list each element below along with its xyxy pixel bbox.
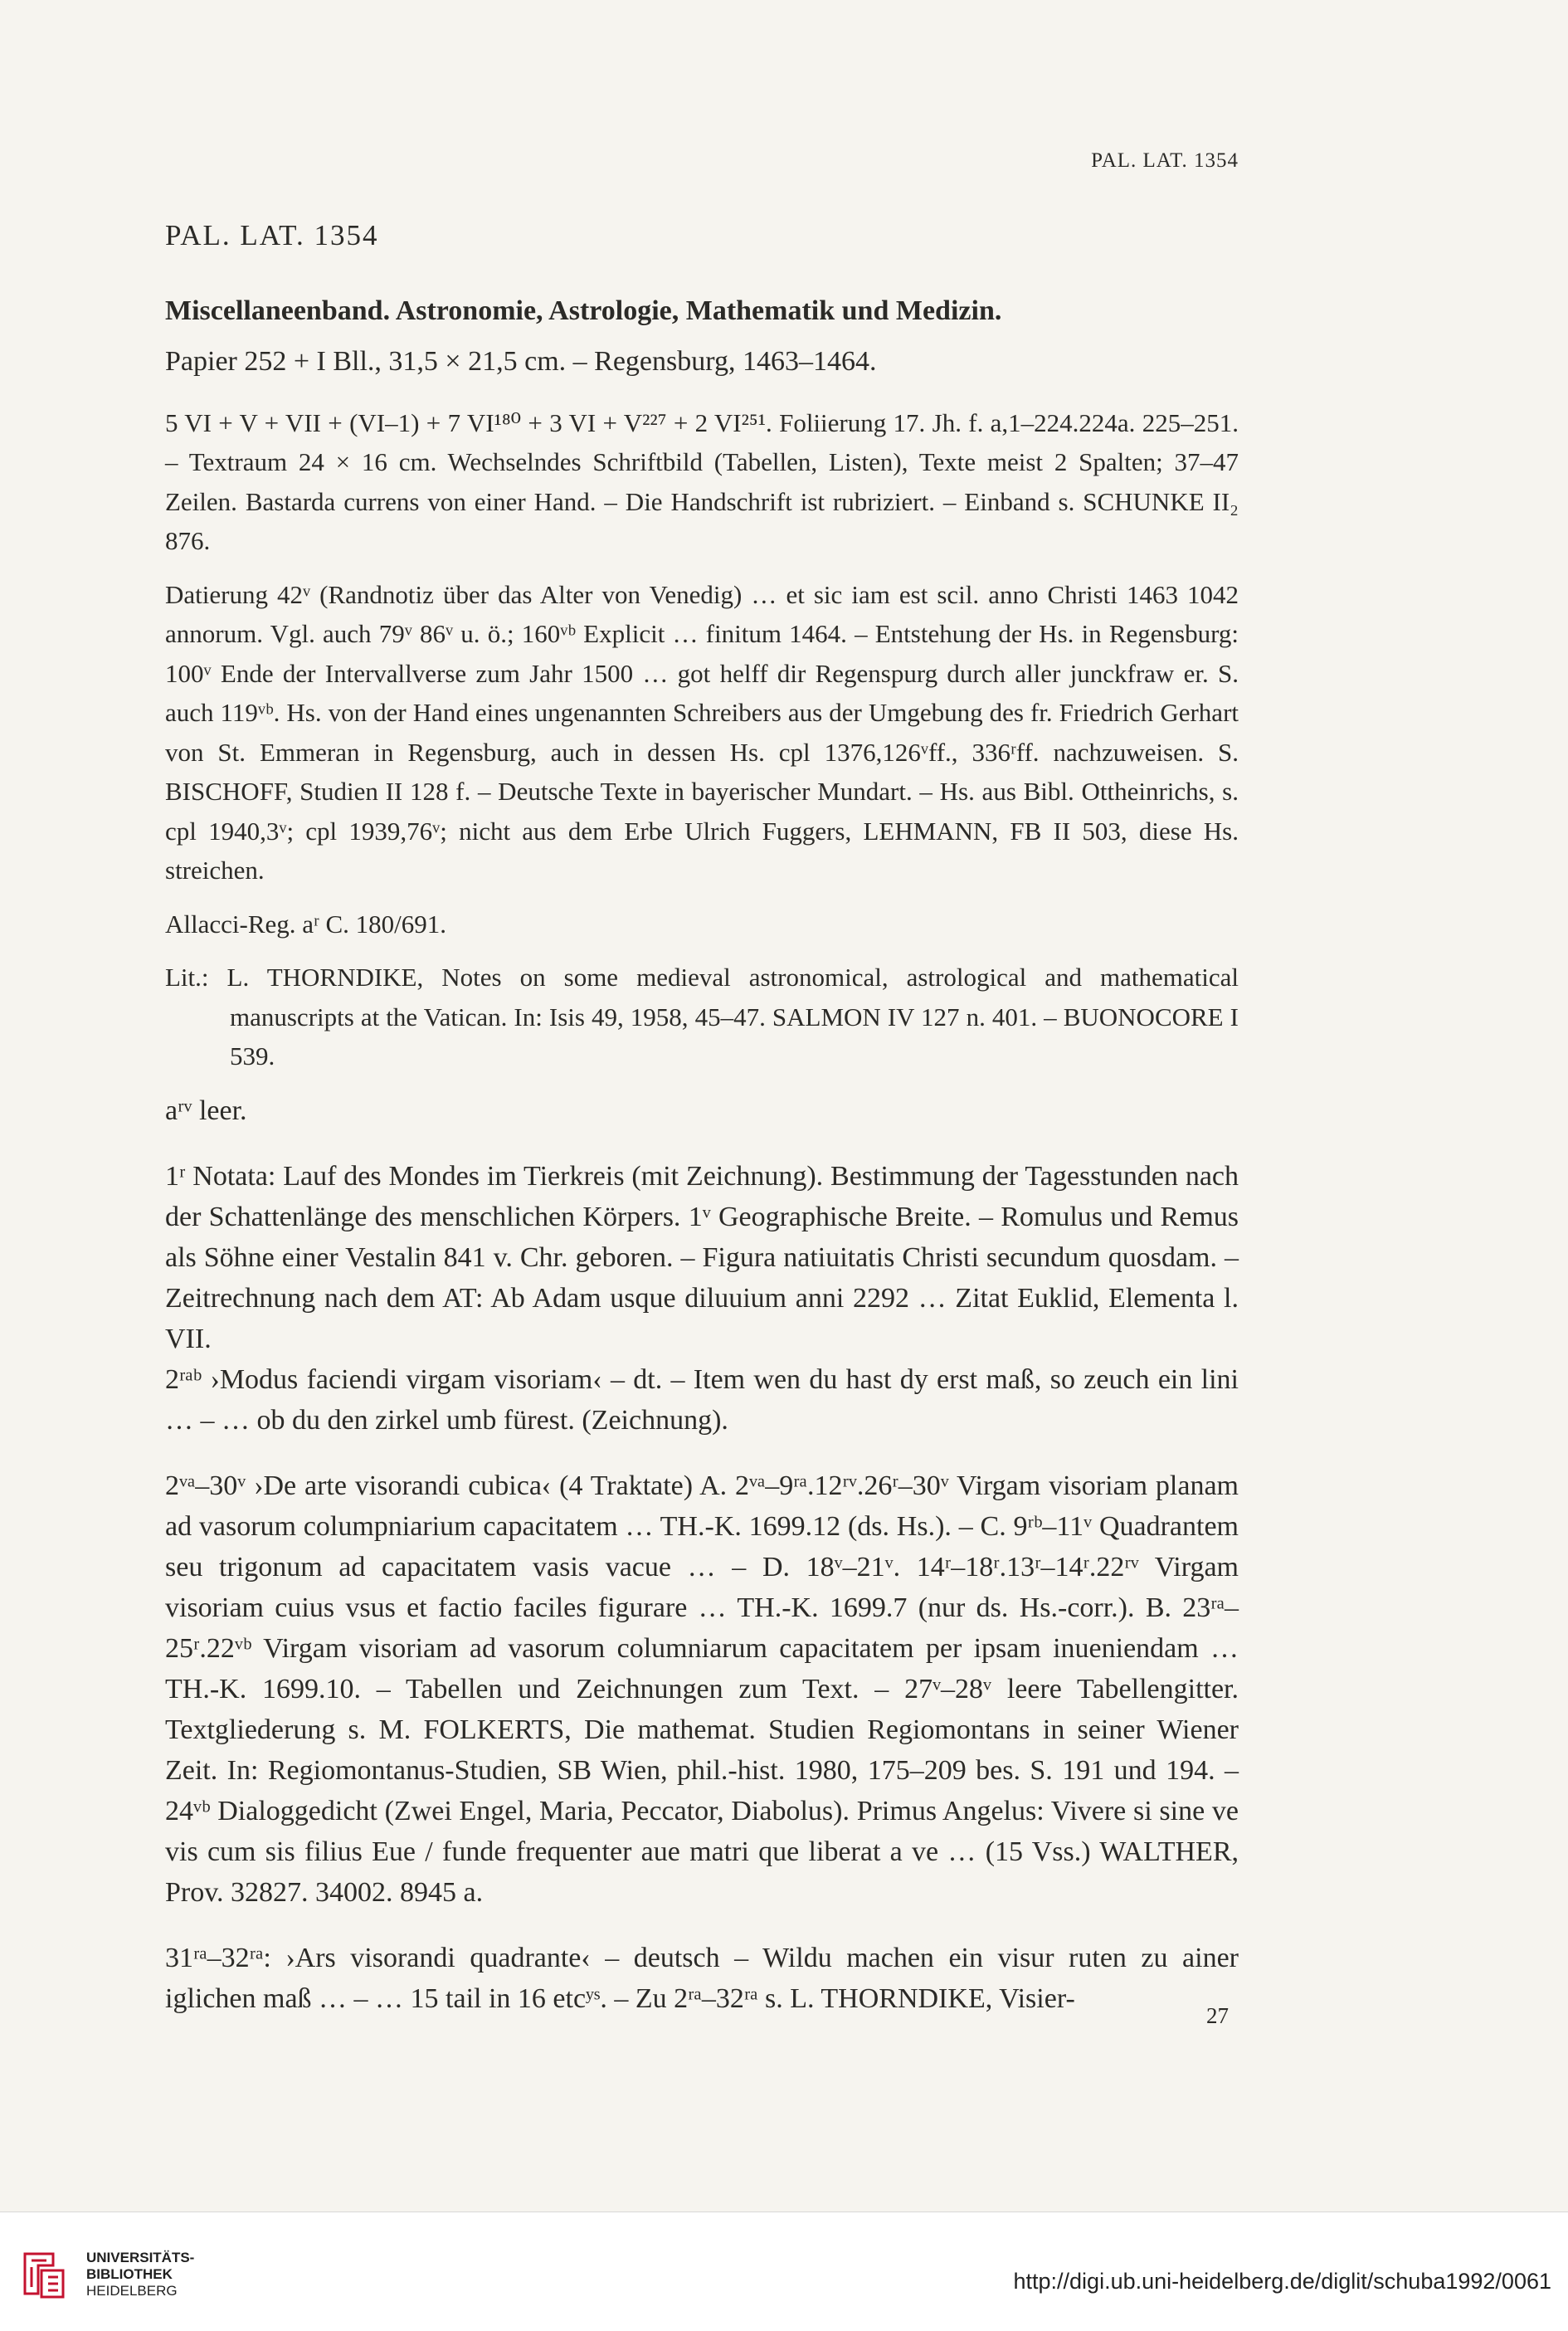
- entry-2va: 2ᵛᵃ–30ᵛ ›De arte visorandi cubica‹ (4 Traktate) A. 2ᵛᵃ–9ʳᵃ.12ʳᵛ.26ʳ–30ᵛ Virgam visoriam planam ad vasorum columpniarium capacitatem … TH.-K. 1699.12 (ds. Hs.). – C. 9ʳᵇ–11ᵛ Quadrantem seu trigonum ad capacitatem vasis vacue … – D. 18ᵛ–21ᵛ. 14ʳ–18ʳ.13ʳ–14ʳ.22ʳᵛ Virgam visoriam cuius vsus et factio faciles figurare … TH.-K. 1699.7 (nur ds. Hs.-corr.). B. 23ʳᵃ–25ʳ.22ᵛᵇ Virgam visoriam ad vasorum columniarum capacitatem per ipsam inueniendam … TH.-K. 1699.10. – Tabellen und Zeichnungen zum Text. – 27ᵛ–28ᵛ leere Tabellengitter. Textgliederung s. M. FOLKERTS, Die mathemat. Studien Regiomontans in seiner Wiener Zeit. In: Regiomontanus-Studien, SB Wien, phil.-hist. 1980, 175–209 bes. S. 191 und 194. – 24ᵛᵇ Dialoggedicht (Zwei Engel, Maria, Peccator, Diabolus). Primus Angelus: Vivere si sine ve vis cum sis filius Eue / funde frequenter aue matri que liberat a ve … (15 Vss.) WALTHER, Prov. 32827. 34002. 8945 a.: [165, 1470, 1239, 1908]
- entry-31ra: 31ʳᵃ–32ʳᵃ: ›Ars visorandi quadrante‹ – deutsch – Wildu machen ein visur ruten zu ainer iglichen maß … – … 15 tail in 16 etcʸˢ. – Zu 2ʳᵃ–32ʳᵃ s. L. THORNDIKE, Visier-: [165, 1942, 1239, 2014]
- entry-1r: 1ʳ Notata: Lauf des Mondes im Tierkreis (mit Zeichnung). Bestimmung der Tagesstunden nach der Schattenlänge des menschlichen Körpers. 1ᵛ Geographische Breite. – Romulus und Remus als Söhne einer Vestalin 841 v. Chr. geboren. – Figura natiuitatis Christi secundum quosdam. – Zeitrechnung nach dem AT: Ab Adam usque diluuium anni 2292 … Zitat Euklid, Elementa l. VII.: [165, 1160, 1239, 1354]
- literature-paragraph: Lit.: L. THORNDIKE, Notes on some medieval astronomical, astrological and mathematical manuscripts at the Vatican. In: Isis 49, 1958, 45–47. SALMON IV 127 n. 401. – BUONOCORE I 539.: [165, 963, 1239, 1070]
- entry-2rab: 2ʳᵃᵇ ›Modus faciendi virgam visoriam‹ – dt. – Item wen du hast dy erst maß, so zeuch ein lini … – … ob du den zirkel umb fürest. (Zeichnung).: [165, 1363, 1239, 1436]
- footer-bar: [0, 2212, 1568, 2331]
- library-logo-icon: [20, 2247, 68, 2300]
- allacci-register: Allacci-Reg. aʳ C. 180/691.: [165, 909, 447, 939]
- page-number: 27: [1206, 2003, 1229, 2028]
- physical-description: Papier 252 + I Bll., 31,5 × 21,5 cm. – Regensburg, 1463–1464.: [165, 346, 877, 377]
- entry-title: Miscellaneenband. Astronomie, Astrologie, Mathematik und Medizin.: [165, 295, 1002, 326]
- logo-line-3: HEIDELBERG: [86, 2283, 178, 2299]
- library-logo-text: [86, 2250, 194, 2299]
- running-head: PAL. LAT. 1354: [1091, 149, 1239, 172]
- logo-line-2: BIBLIOTHEK: [86, 2266, 173, 2282]
- shelfmark-heading: PAL. LAT. 1354: [165, 219, 379, 251]
- collation-paragraph: 5 VI + V + VII + (VI–1) + 7 VI¹⁸⁰ + 3 VI + V²²⁷ + 2 VI²⁵¹. Foliierung 17. Jh. f. a,1–224.224a. 225–251. – Textraum 24 × 16 cm. Wechselndes Schriftbild (Tabellen, Listen), Texte meist 2 Spalten; 37–47 Zeilen. Bastarda currens von einer Hand. – Die Handschrift ist rubriziert. – Einband s. SCHUNKE II₂ 876.: [165, 407, 1239, 555]
- entry-arv: aʳᵛ leer.: [165, 1095, 247, 1126]
- catalog-entry: [165, 216, 1239, 2019]
- dating-paragraph: Datierung 42ᵛ (Randnotiz über das Alter von Venedig) … et sic iam est scil. anno Christi 1463 1042 annorum. Vgl. auch 79ᵛ 86ᵛ u. ö.; 160ᵛᵇ Explicit … finitum 1464. – Entstehung der Hs. in Regensburg: 100ᵛ Ende der Intervallverse zum Jahr 1500 … got helff dir Regenspurg durch aller junckfraw er. S. auch 119ᵛᵇ. Hs. von der Hand eines ungenannten Schreibers aus der Umgebung des fr. Friedrich Gerhart von St. Emmeran in Regensburg, auch in dessen Hs. cpl 1376,126ᵛff., 336ʳff. nachzuweisen. S. BISCHOFF, Studien II 128 f. – Deutsche Texte in bayerischer Mundart. – Hs. aus Bibl. Ottheinrichs, s. cpl 1940,3ᵛ; cpl 1939,76ᵛ; nicht aus dem Erbe Ulrich Fuggers, LEHMANN, FB II 503, diese Hs. streichen.: [165, 579, 1239, 885]
- source-url-link[interactable]: http://digi.ub.uni-heidelberg.de/diglit/schuba1992/0061: [1013, 2269, 1551, 2294]
- logo-line-1: UNIVERSITÄTS-: [86, 2250, 195, 2265]
